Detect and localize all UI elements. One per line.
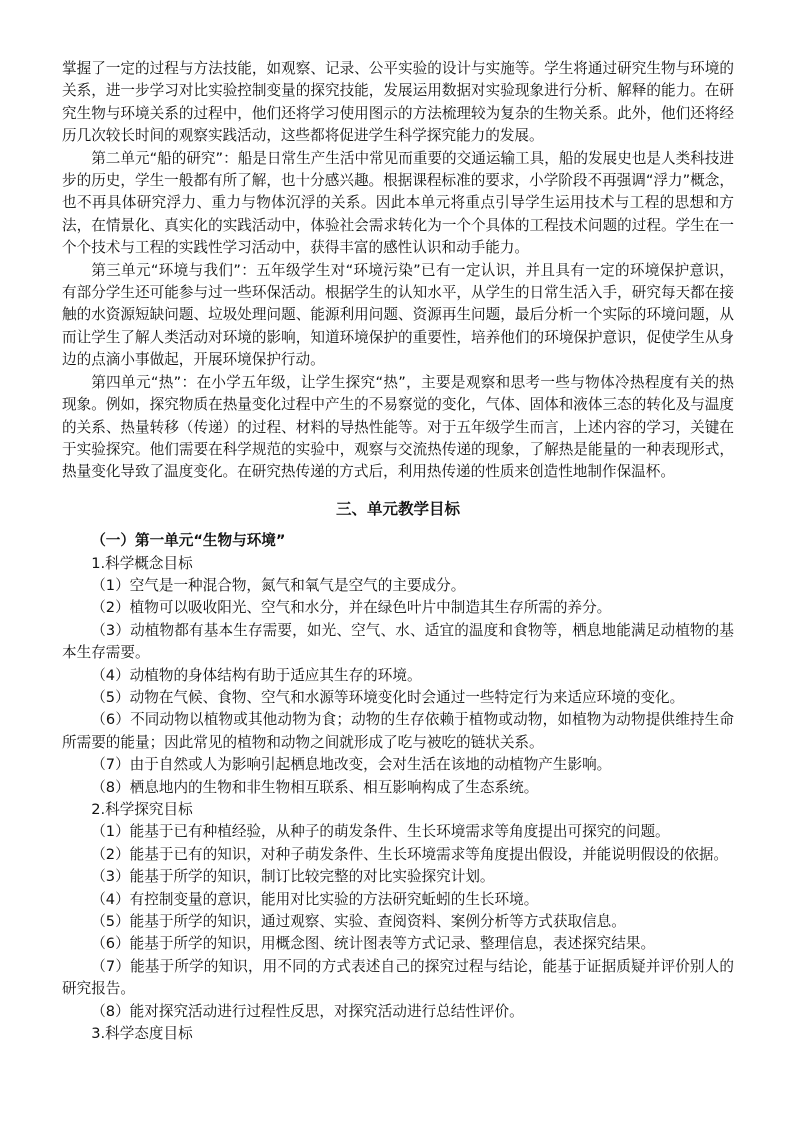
document-page — [62, 58, 734, 1045]
inquiry-goal-item: （8）能对探究活动进行过程性反思，对探究活动进行总结性评价。 — [91, 1002, 524, 1020]
inquiry-goals-title: 2.科学探究目标 — [91, 801, 193, 818]
inquiry-goal-item: （6）能基于所学的知识，用概念图、统计图表等方式记录、整理信息，表述探究结果。 — [91, 935, 656, 953]
attitude-goals-title: 3.科学态度目标 — [91, 1025, 193, 1043]
concept-goal-item: （5）动物在气候、食物、空气和水源等环境变化时会通过一些特定行为来适应环境的变化。 — [91, 688, 685, 706]
inquiry-goal-item: （7）能基于所学的知识，用不同的方式表述自己的探究过程与结论，能基于证据质疑并评价别人的研究报告。 — [62, 957, 734, 998]
intro-paragraph-1: 掌握了一定的过程与方法技能，如观察、记录、公平实验的设计与实施等。学生将通过研究生物与环境的关系，进一步学习对比实验控制变量的探究技能，发展运用数据对实验现象进行分析、解释的能力。在研究生物与环境关系的过程中，他们还将学习使用图示的方法梳理较为复杂的生物关系。此外，他们还将经历几次较长时间的观察实践活动，这些都将促进学生科学探究能力的发展。 — [62, 60, 734, 145]
inquiry-goal-item: （3）能基于所学的知识，制订比较完整的对比实验探究计划。 — [91, 868, 495, 886]
intro-paragraph-unit3: 第三单元“环境与我们”：五年级学生对“环境污染”已有一定认识，并且具有一定的环境保护意识，有部分学生还可能参与过一些环保活动。根据学生的认知水平，从学生的日常生活入手，研究每天都在接触的水资源短缺问题、垃圾处理问题、能源利用问题、资源再生问题，最后分析一个实际的环境问题，从而让学生了解人类活动对环境的影响，知道环境保护的重要性，培养他们的环境保护意识，促使学生从身边的点滴小事做起，开展环境保护行动。 — [62, 261, 734, 369]
concept-goal-item: （7）由于自然或人为影响引起栖息地改变，会对生活在该地的动植物产生影响。 — [91, 756, 612, 774]
concept-goal-item: （2）植物可以吸收阳光、空气和水分，并在绿色叶片中制造其生存所需的养分。 — [91, 599, 612, 617]
unit1-title: （一）第一单元“生物与环境” — [91, 532, 286, 550]
concept-goal-item: （3）动植物都有基本生存需要，如光、空气、水、适宜的温度和食物等，栖息地能满足动植物的基本生存需要。 — [62, 621, 734, 662]
concept-goal-item: （6）不同动物以植物或其他动物为食；动物的生存依赖于植物或动物，如植物为动物提供维持生命所需要的能量；因此常见的植物和动物之间就形成了吃与被吃的链状关系。 — [62, 711, 734, 751]
concept-goal-item: （8）栖息地内的生物和非生物相互联系、相互影响构成了生态系统。 — [91, 778, 539, 796]
section-title: 三、单元教学目标 — [335, 499, 460, 518]
intro-paragraph-unit2: 第二单元“船的研究”：船是日常生产生活中常见而重要的交通运输工具，船的发展史也是人类科技进步的历史，学生一般都有所了解，也十分感兴趣。根据课程标准的要求，小学阶段不再强调“浮力”概念，也不再具体研究浮力、重力与物体沉浮的关系。因此本单元将重点引导学生运用技术与工程的思想和方法，在情景化、真实化的实践活动中，体验社会需求转化为一个个具体的工程技术问题的过程。学生在一个个技术与工程的实践性学习活动中，获得丰富的感性认识和动手能力。 — [62, 149, 734, 257]
intro-paragraph-unit4: 第四单元“热”：在小学五年级，让学生探究“热”，主要是观察和思考一些与物体冷热程度有关的热现象。例如，探究物质在热量变化过程中产生的不易察觉的变化，气体、固体和液体三态的转化及与温度的关系、热量转移（传递）的过程、材料的导热性能等。对于五年级学生而言，上述内容的学习，关键在于实验探究。他们需要在科学规范的实验中，观察与交流热传递的现象，了解热是能量的一种表现形式，热量变化导致了温度变化。在研究热传递的方式后，利用热传递的性质来创造性地制作保温杯。 — [62, 373, 734, 481]
concept-goal-item: （1）空气是一种混合物，氮气和氧气是空气的主要成分。 — [91, 576, 466, 594]
inquiry-goal-item: （1）能基于已有种植经验，从种子的萌发条件、生长环境需求等角度提出可探究的问题。 — [91, 823, 670, 841]
inquiry-goal-item: （2）能基于已有的知识，对种子萌发条件、生长环境需求等角度提出假设，并能说明假设的依据。 — [91, 845, 729, 863]
concept-goal-item: （4）动植物的身体结构有助于适应其生存的环境。 — [91, 666, 422, 684]
inquiry-goal-item: （5）能基于所学的知识，通过观察、实验、查阅资料、案例分析等方式获取信息。 — [91, 913, 626, 931]
inquiry-goal-item: （4）有控制变量的意识，能用对比实验的方法研究蚯蚓的生长环境。 — [91, 890, 539, 908]
concept-goals-title: 1.科学概念目标 — [91, 554, 193, 572]
